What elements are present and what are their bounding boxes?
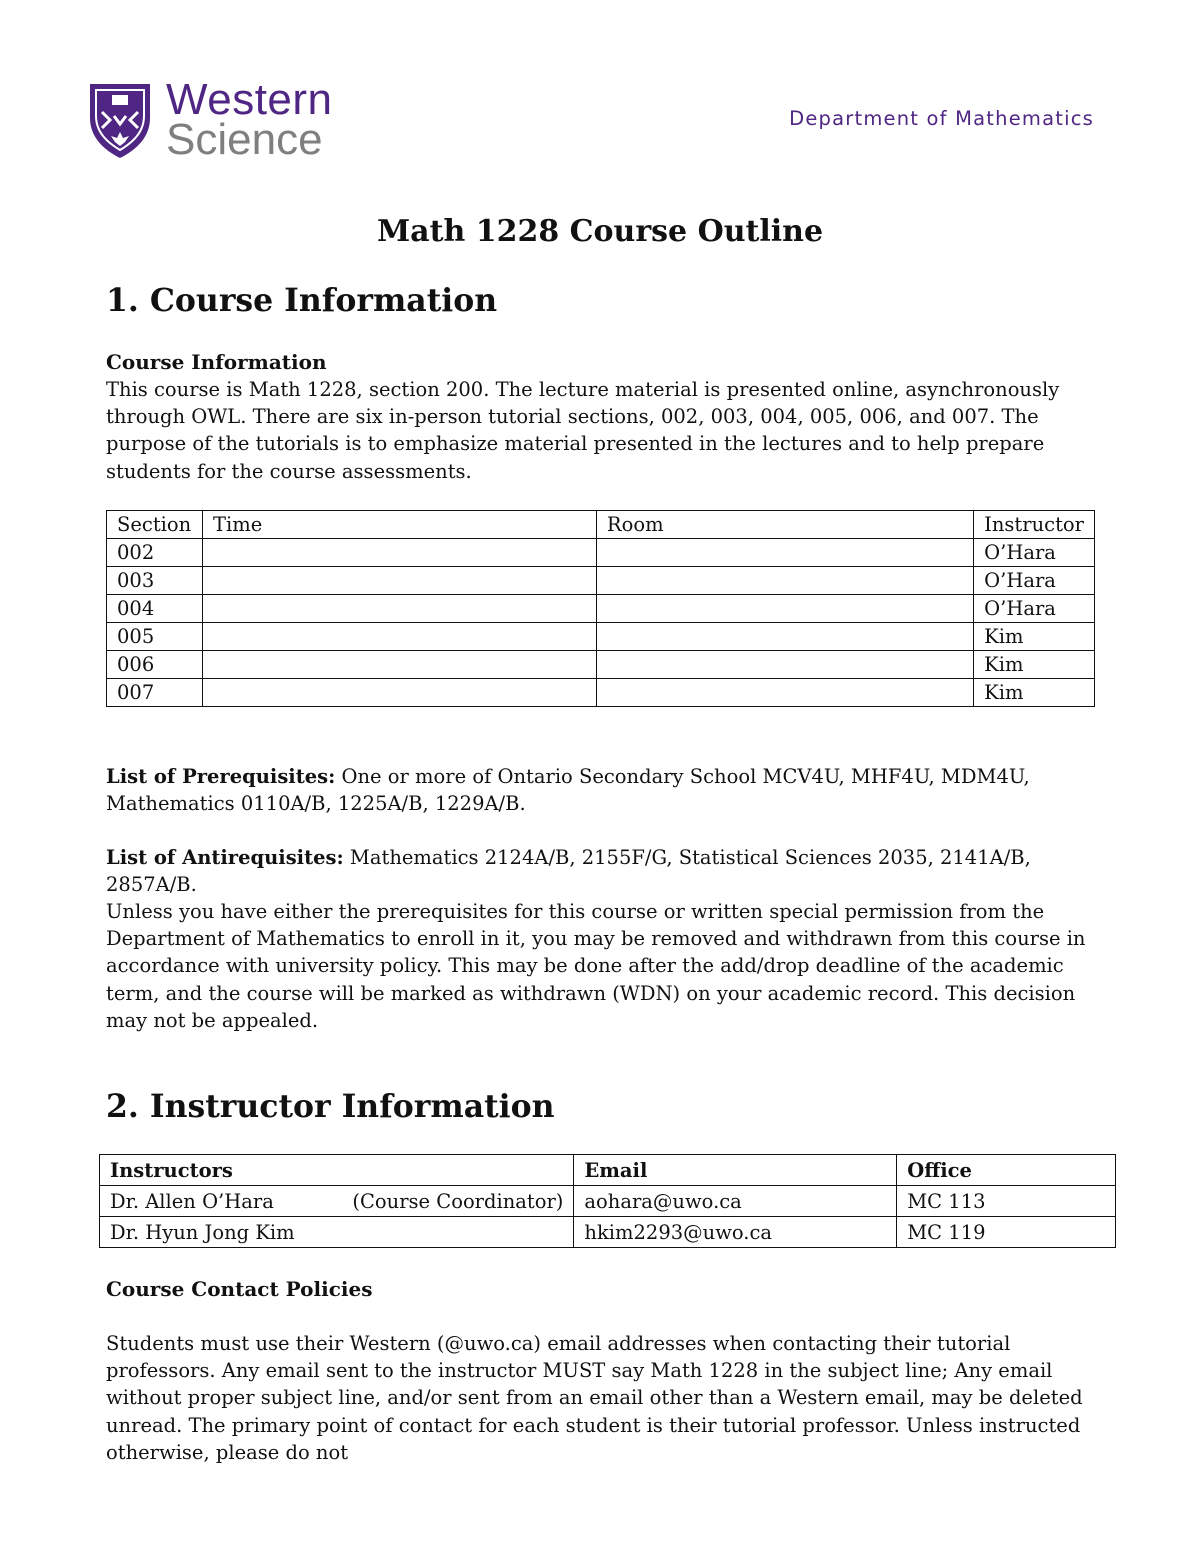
instructor-table: [99, 1154, 1116, 1248]
cell-time: [202, 623, 596, 651]
table-row: [107, 595, 1095, 623]
header-email: Email: [574, 1155, 897, 1186]
cell-room: [596, 567, 973, 595]
logo-line-western: Western: [166, 75, 333, 124]
table-row: [107, 679, 1095, 707]
cell-email: aohara@uwo.ca: [574, 1186, 897, 1217]
tutorial-sections-table: [106, 510, 1095, 707]
cell-instructor-name: [100, 1217, 574, 1248]
table-row: [100, 1186, 1116, 1217]
cell-room: [596, 651, 973, 679]
table-header-row: [100, 1155, 1116, 1186]
cell-instructor: Kim: [974, 651, 1095, 679]
table-row: [100, 1217, 1116, 1248]
prerequisites-label: List of Prerequisites:: [106, 765, 336, 788]
cell-room: [596, 679, 973, 707]
cell-instructor: O’Hara: [974, 595, 1095, 623]
table-row: [107, 567, 1095, 595]
header-time: Time: [202, 511, 596, 539]
cell-office: MC 119: [897, 1217, 1116, 1248]
cell-time: [202, 539, 596, 567]
cell-room: [596, 595, 973, 623]
cell-section: 004: [107, 595, 203, 623]
header-room: Room: [596, 511, 973, 539]
cell-time: [202, 567, 596, 595]
cell-section: 005: [107, 623, 203, 651]
cell-office: MC 113: [897, 1186, 1116, 1217]
course-intro-paragraph: This course is Math 1228, section 200. The lecture material is presented online, asynchronously through OWL. There are six in-person tutorial sections, 002, 003, 004, 005, 006, and 007. The purpose of the tutorials is to emphasize material presented in the lectures and to help prepare students for the course assessments.: [106, 378, 1060, 483]
table-row: [107, 651, 1095, 679]
enrollment-policy-paragraph: Unless you have either the prerequisites for this course or written special permission from the Department of Mathematics to enroll in it, you may be removed and withdrawn from this course in accordance with university policy. This may be done after the add/drop deadline of the academic term, and the course will be marked as withdrawn (WDN) on your academic record. This decision may not be appealed.: [106, 900, 1086, 1032]
prerequisites-paragraph: [106, 763, 1096, 817]
contact-policies-paragraph: Students must use their Western (@uwo.ca) email addresses when contacting their tutorial professors. Any email sent to the instructor MUST say Math 1228 in the subject line; Any email without proper subject line, and/or sent from an email other than a Western email, may be deleted unread. The primary point of contact for each student is their tutorial professor. Unless instructed otherwise, please do not: [106, 1332, 1083, 1464]
department-name: Department of Mathematics: [789, 107, 1094, 130]
cell-instructor: O’Hara: [974, 539, 1095, 567]
instructor-name: Dr. Hyun Jong Kim: [110, 1220, 295, 1244]
header-instructors: Instructors: [100, 1155, 574, 1186]
instructor-name: Dr. Allen O’Hara: [110, 1189, 274, 1213]
cell-room: [596, 539, 973, 567]
cell-instructor: O’Hara: [974, 567, 1095, 595]
antirequisites-paragraph: [106, 844, 1096, 898]
antirequisites-label: List of Antirequisites:: [106, 846, 344, 869]
logo-wordmark: [166, 75, 333, 164]
header-office: Office: [897, 1155, 1116, 1186]
cell-time: [202, 595, 596, 623]
prerequisites-text: One or more of Ontario Secondary School MCV4U, MHF4U, MDM4U, Mathematics 0110A/B, 1225A/B, 1229A/B.: [106, 765, 1030, 816]
contact-policies-heading: Course Contact Policies: [106, 1277, 373, 1301]
cell-section: 002: [107, 539, 203, 567]
instructor-role: (Course Coordinator): [352, 1189, 564, 1213]
table-header-row: [107, 511, 1095, 539]
cell-time: [202, 679, 596, 707]
western-crest-icon: [88, 80, 152, 160]
cell-instructor: Kim: [974, 623, 1095, 651]
western-science-logo: [88, 75, 333, 164]
cell-section: 006: [107, 651, 203, 679]
table-row: [107, 623, 1095, 651]
section-2-heading: 2. Instructor Information: [106, 1088, 555, 1125]
cell-section: 003: [107, 567, 203, 595]
cell-time: [202, 651, 596, 679]
header-instructor: Instructor: [974, 511, 1095, 539]
header-section: Section: [107, 511, 203, 539]
antirequisites-text: Mathematics 2124A/B, 2155F/G, Statistical Sciences 2035, 2141A/B, 2857A/B.: [106, 846, 1031, 897]
cell-section: 007: [107, 679, 203, 707]
document-title: Math 1228 Course Outline: [376, 214, 824, 249]
logo-line-science: Science: [166, 115, 323, 164]
course-information-subheading: Course Information: [106, 350, 327, 374]
cell-email: hkim2293@uwo.ca: [574, 1217, 897, 1248]
cell-instructor: Kim: [974, 679, 1095, 707]
table-row: [107, 539, 1095, 567]
section-1-heading: 1. Course Information: [106, 282, 498, 319]
cell-instructor-name: [100, 1186, 574, 1217]
cell-room: [596, 623, 973, 651]
